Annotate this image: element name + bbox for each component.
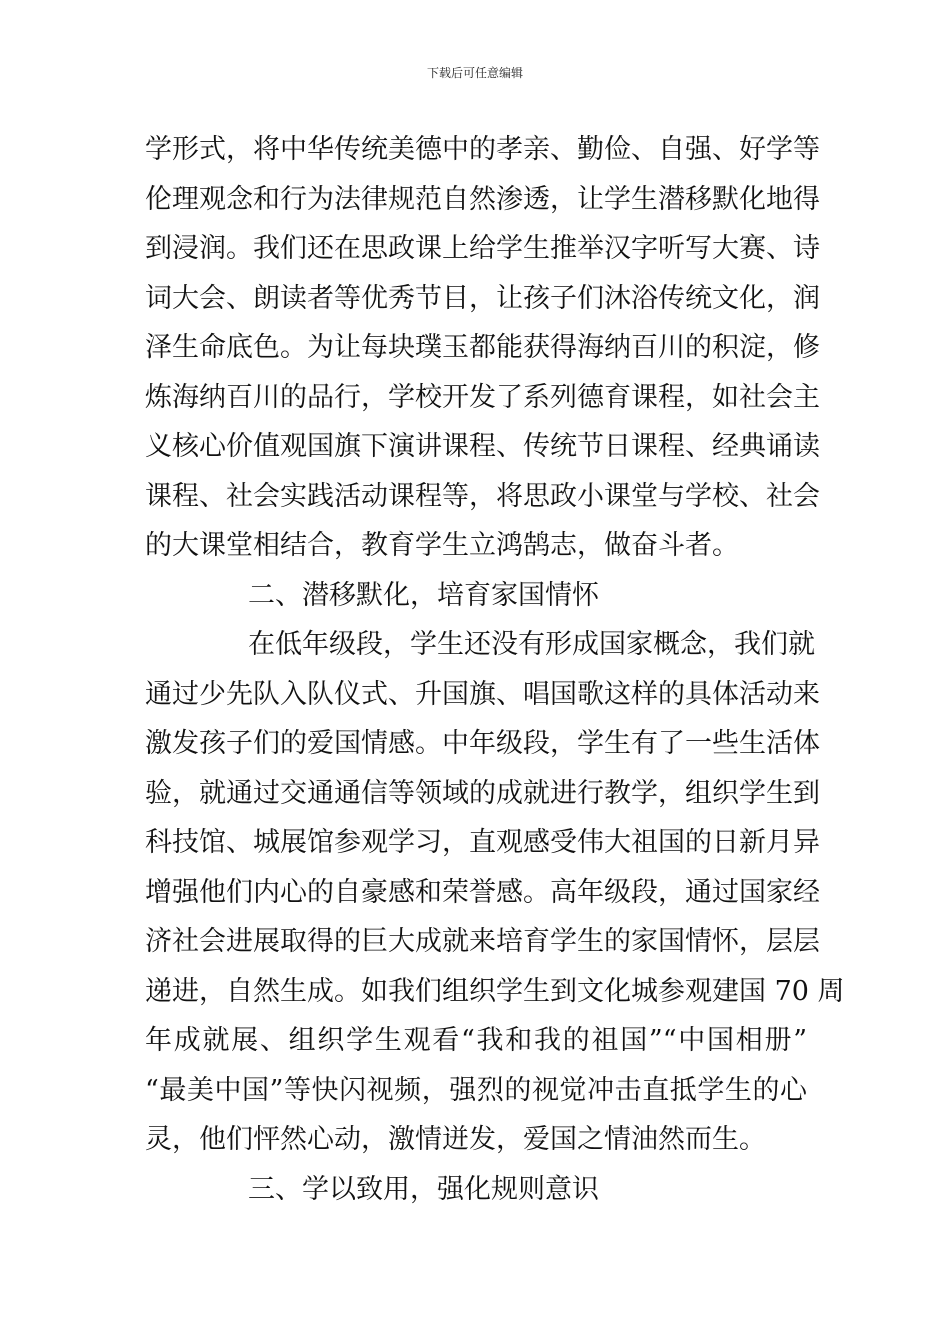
text-line: 通过少先队入队仪式、升国旗、唱国歌这样的具体活动来 [145, 678, 820, 710]
text-line: 词大会、朗读者等优秀节目，让孩子们沐浴传统文化，润 [145, 282, 820, 314]
text-line: 年成就展、组织学生观看“我和我的祖国”“中国相册” [145, 1025, 807, 1056]
text-line: 义核心价值观国旗下演讲课程、传统节日课程、经典诵读 [145, 431, 820, 462]
text-line: 到浸润。我们还在思政课上给学生推举汉字听写大赛、诗 [145, 233, 820, 264]
text-line: 验，就通过交通通信等领域的成就进行教学，组织学生到 [145, 777, 820, 809]
text-line: 炼海纳百川的品行，学校开发了系列德育课程，如社会主 [145, 381, 820, 413]
text-line: 在低年级段，学生还没有形成国家概念，我们就 [248, 629, 815, 660]
section-heading: 二、潜移默化，培育家国情怀 [248, 579, 599, 611]
text-line: “最美中国”等快闪视频，强烈的视觉冲击直抵学生的心 [145, 1074, 807, 1106]
section-heading: 三、学以致用，强化规则意识 [248, 1173, 599, 1205]
text-line: 增强他们内心的自豪感和荣誉感。高年级段，通过国家经 [145, 876, 820, 908]
text-line: 科技馆、城展馆参观学习，直观感受伟大祖国的日新月异 [145, 827, 820, 858]
text-line: 递进，自然生成。如我们组织学生到文化城参观建国 70 周 [145, 975, 845, 1007]
text-line: 泽生命底色。为让每块璞玉都能获得海纳百川的积淀，修 [145, 332, 820, 363]
text-line: 济社会进展取得的巨大成就来培育学生的家国情怀，层层 [145, 926, 820, 957]
text-line: 的大课堂相结合，教育学生立鸿鹄志，做奋斗者。 [145, 530, 739, 561]
text-line: 课程、社会实践活动课程等，将思政小课堂与学校、社会 [145, 480, 820, 512]
text-line: 激发孩子们的爱国情感。中年级段，学生有了一些生活体 [145, 728, 820, 759]
header-note: 下载后可任意编辑 [426, 66, 523, 80]
text-line: 灵，他们怦然心动，激情迸发，爱国之情油然而生。 [145, 1124, 766, 1155]
text-line: 学形式，将中华传统美德中的孝亲、勤俭、自强、好学等 [145, 134, 820, 165]
text-line: 伦理观念和行为法律规范自然渗透，让学生潜移默化地得 [145, 183, 820, 215]
body-text [145, 125, 845, 1214]
